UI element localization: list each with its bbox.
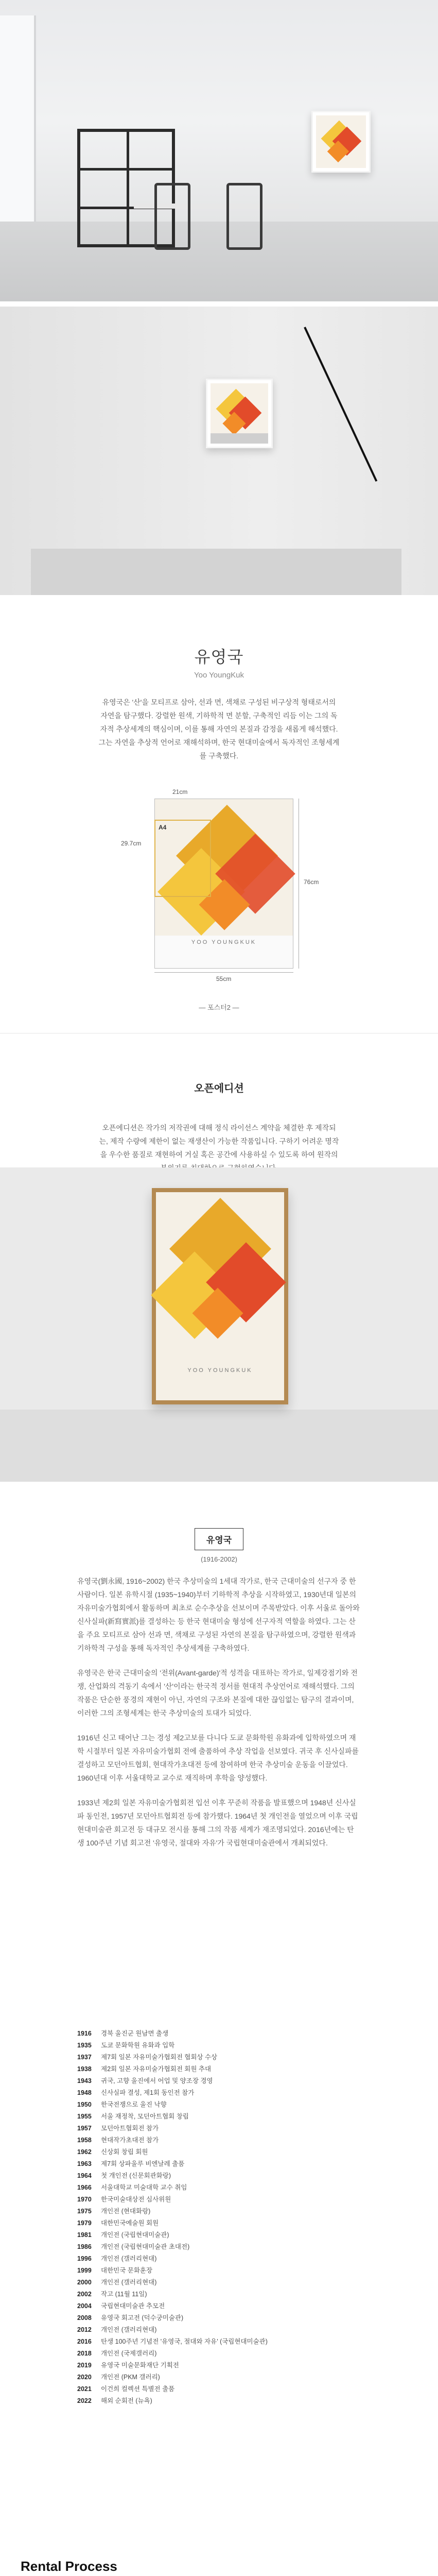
- timeline-row: [77, 2360, 361, 2371]
- timeline-text: 개인전 (국립현대미술관 초대전): [101, 2243, 190, 2250]
- poster-outline: [154, 799, 293, 969]
- timeline-row: [77, 2348, 361, 2360]
- room-wall: [0, 0, 438, 222]
- poster-tag: YOO YOUNGKUK: [191, 939, 257, 945]
- timeline-row: [77, 2300, 361, 2312]
- timeline-row: [77, 2040, 361, 2052]
- timeline-year: 1966: [77, 2184, 92, 2191]
- timeline-year: 1950: [77, 2101, 92, 2108]
- timeline-year: 1958: [77, 2137, 92, 2144]
- timeline-year: 2008: [77, 2314, 92, 2321]
- timeline-text: 제7회 일본 자유미술가협회전 협회상 수상: [101, 2054, 218, 2061]
- timeline-section: [0, 2012, 438, 2528]
- timeline-text: 현대작가초대전 참가: [101, 2137, 159, 2144]
- second-room-scene: [0, 307, 438, 595]
- timeline-text: 대한민국 문화훈장: [101, 2267, 153, 2274]
- rental-title: Rental Process: [21, 2558, 117, 2574]
- timeline-year: 2012: [77, 2326, 92, 2333]
- timeline-text: 개인전 (국립현대미술관): [101, 2231, 169, 2239]
- timeline-row: [77, 2123, 361, 2134]
- timeline-year: 1986: [77, 2243, 92, 2250]
- timeline-row: [77, 2146, 361, 2158]
- hero-room-scene: [0, 0, 438, 301]
- edition-title: 오픈에디션: [194, 1083, 244, 1094]
- timeline-year: 2019: [77, 2362, 92, 2369]
- timeline-row: [77, 2229, 361, 2241]
- timeline-text: 제7회 상파울루 비엔날레 출품: [101, 2160, 185, 2167]
- bio-header: [0, 1482, 438, 1569]
- timeline-text: 제2회 일본 자유미술가협회전 회원 추대: [101, 2065, 212, 2073]
- timeline-row: [77, 2289, 361, 2300]
- dim-outer-height: 76cm: [304, 878, 319, 886]
- timeline-text: 신사실파 결성, 제1회 동인전 참가: [101, 2089, 195, 2096]
- timeline-row: [77, 2075, 361, 2087]
- artist-intro: [0, 683, 438, 760]
- poster-frame-tag: YOO YOUNGKUK: [187, 1367, 253, 1374]
- timeline-year: 1955: [77, 2113, 92, 2120]
- timeline-row: [77, 2206, 361, 2217]
- timeline-text: 개인전 (갤러리현대): [101, 2326, 157, 2333]
- timeline-text: 유영국 미술문화재단 기획전: [101, 2362, 179, 2369]
- timeline-text: 개인전 (현대화랑): [101, 2208, 151, 2215]
- timeline-row: [77, 2277, 361, 2289]
- timeline-row: [77, 2087, 361, 2099]
- timeline-row: [77, 2241, 361, 2253]
- timeline-text: 개인전 (갤러리현대): [101, 2255, 157, 2262]
- room-window: [0, 15, 36, 222]
- artist-intro-text: 유영국은 '산'을 모티프로 삼아, 선과 면, 색채로 구성된 비구상적 형태로서의 자연을 탐구했다. 강렬한 원색, 기하학적 면 분할, 구축적인 리듬 이는 그의 독자적 추상세계의 핵심이며, 이를 통해 자연의 본질과 감정을 새롭게 해석했다. 그는 자연을 추상적 언어로 재해석하며, 한국 현대미술에서 독자적인 조형세계를 구축했다.: [98, 698, 340, 760]
- timeline-year: 2000: [77, 2279, 92, 2286]
- timeline-year: 1943: [77, 2077, 92, 2084]
- room-chair: [154, 183, 190, 250]
- timeline-year: 2022: [77, 2397, 92, 2404]
- a4-label: A4: [159, 824, 167, 831]
- timeline-text: 대한민국예술원 회원: [101, 2219, 159, 2227]
- timeline-text: 유영국 회고전 (덕수궁미술관): [101, 2314, 184, 2321]
- poster-display-scene: [0, 1167, 438, 1482]
- timeline-text: 이건희 컬렉션 특별전 출품: [101, 2385, 175, 2393]
- timeline-year: 2002: [77, 2291, 92, 2298]
- timeline-year: 1979: [77, 2219, 92, 2227]
- timeline-text: 한국전쟁으로 울진 낙향: [101, 2101, 167, 2108]
- timeline-row: [77, 2063, 361, 2075]
- bio-paragraph: 1916년 신고 태어난 그는 경성 제2고보를 다니다 도쿄 문화학원 유화과에 입학하였으며 재학 시절부터 일본 자유미술가협회 전에 출품하여 추상 작업을 선보였다. 귀국 후 신사실파를 결성하고 모던아트협회, 현대작가초대전 등에 참여하며 한국 추상미술 운동을 이끌었다. 1960년대 이후 서울대학교 교수로 재직하며 후학을 양성했다.: [77, 1734, 359, 1782]
- timeline-year: 1996: [77, 2255, 92, 2262]
- artwork-plaque: [211, 433, 268, 444]
- timeline-text: 신상회 창립 회원: [101, 2148, 148, 2156]
- timeline-year: 2021: [77, 2385, 92, 2393]
- timeline-row: [77, 2265, 361, 2277]
- timeline-year: 1937: [77, 2054, 92, 2061]
- edition-body: [0, 1116, 438, 1162]
- timeline-year: 1963: [77, 2160, 92, 2167]
- timeline-text: 서울대학교 미술대학 교수 취임: [101, 2184, 187, 2191]
- timeline-list: [77, 2028, 361, 2407]
- artist-name-en: Yoo YoungKuk: [194, 671, 244, 680]
- timeline-year: 1957: [77, 2125, 92, 2132]
- timeline-row: [77, 2052, 361, 2063]
- room-chair: [226, 183, 262, 250]
- dim-outer-width: 55cm: [216, 975, 232, 982]
- edition-section: [0, 1033, 438, 1116]
- bio-paragraph: 1933년 제2회 일본 자유미술가협회전 입선 이후 꾸준히 작품을 발표했으며 1948년 신사실파 동인전, 1957년 모던아트협회전 등에 참가했다. 1964년 첫 개인전을 열었으며 이후 국립현대미술관 회고전 등 대규모 전시를 통해 그의 작품 세계가 재조명되었다. 2016년에는 탄생 100주년 기념 회고전 '유영국, 절대와 자유'가 국립현대미술관에서 개최되었다.: [77, 1799, 358, 1847]
- poster-frame: [152, 1188, 288, 1404]
- timeline-year: 1962: [77, 2148, 92, 2156]
- timeline-row: [77, 2099, 361, 2111]
- timeline-row: [77, 2324, 361, 2336]
- timeline-year: 1975: [77, 2208, 92, 2215]
- timeline-row: [77, 2371, 361, 2383]
- timeline-text: 해외 순회전 (뉴욕): [101, 2397, 152, 2404]
- timeline-text: 한국미술대상전 심사위원: [101, 2196, 171, 2203]
- timeline-text: 첫 개인전 (신문회관화랑): [101, 2172, 171, 2179]
- timeline-year: 2020: [77, 2374, 92, 2381]
- bio-name: 유영국: [206, 1535, 232, 1545]
- dim-inner-height: 29.7cm: [121, 840, 142, 847]
- size-diagram-section: [0, 760, 438, 1028]
- dim-line-outer-width: [154, 972, 293, 973]
- rental-section: [0, 2528, 438, 2576]
- timeline-row: [77, 2253, 361, 2265]
- artwork-frame: [311, 111, 371, 173]
- timeline-year: 1999: [77, 2267, 92, 2274]
- timeline-text: 개인전 (국제갤러리): [101, 2350, 157, 2357]
- timeline-row: [77, 2158, 361, 2170]
- edition-text: 오픈에디션은 작가의 저작권에 대해 정식 라이선스 계약을 체결한 후 제작되는, 제작 수량에 제한이 없는 재생산이 가능한 작품입니다. 구하기 어려운 명작을 우수한 품질로 재현하여 거실 혹은 공간에 사용하실 수 있도록 하여 원작의: [99, 1124, 339, 1159]
- timeline-year: 2016: [77, 2338, 92, 2345]
- timeline-year: 2004: [77, 2302, 92, 2310]
- timeline-text: 개인전 (PKM 갤러리): [101, 2374, 160, 2381]
- timeline-row: [77, 2170, 361, 2182]
- timeline-year: 1938: [77, 2065, 92, 2073]
- timeline-text: 귀국, 고향 울진에서 어업 및 양조장 경영: [101, 2077, 213, 2084]
- timeline-text: 국립현대미술관 추모전: [101, 2302, 165, 2310]
- timeline-year: 2018: [77, 2350, 92, 2357]
- timeline-row: [77, 2028, 361, 2040]
- timeline-row: [77, 2312, 361, 2324]
- timeline-text: 경북 울진군 원남면 출생: [101, 2030, 169, 2037]
- timeline-text: 탄생 100주년 기념전 '유영국, 절대와 자유' (국립현대미술관): [101, 2338, 268, 2345]
- timeline-row: [77, 2336, 361, 2348]
- timeline-text: 작고 (11월 11일): [101, 2291, 147, 2298]
- room-floor: [0, 222, 438, 301]
- poster-caption: — 포스터2 —: [199, 1004, 239, 1011]
- timeline-row: [77, 2383, 361, 2395]
- timeline-text: 개인전 (갤러리현대): [101, 2279, 157, 2286]
- timeline-year: 1970: [77, 2196, 92, 2203]
- timeline-row: [77, 2395, 361, 2407]
- display-floor: [0, 1410, 438, 1482]
- timeline-row: [77, 2182, 361, 2194]
- timeline-row: [77, 2217, 361, 2229]
- artist-heading-section: [0, 595, 438, 683]
- bio-text-section: [0, 1569, 438, 2012]
- timeline-year: 1981: [77, 2231, 92, 2239]
- bio-paragraph: 유영국(劉永國, 1916~2002) 한국 추상미술의 1세대 작가로, 한국 근대미술의 선구자 중 한 사람이다. 일본 유학시절 (1935~1940)부터 기하학적 추상을 시작하였고, 1930년대 일본의 자유미술가협회에서 활동하며 최초로 순수추상을 선보이며 주목받았다. 이후 서울로 돌아와 신사실파(新寫實派)를 결성하는 등 한국 현대미술 형성에 선구자적 역할을 하였다. 그는 산을 주요 모티프로 삼아 선과 면, 색채로 구성된 자연의 본질을 탐구하였으며, 강렬한 원색과 기하학적 구성을 통해 독자적인 추상세계를 구축하였다.: [77, 1577, 360, 1652]
- bio-years: (1916-2002): [201, 1555, 237, 1563]
- timeline-text: 모던아트협회전 참가: [101, 2125, 159, 2132]
- a4-box: [154, 820, 211, 897]
- timeline-row: [77, 2194, 361, 2206]
- timeline-row: [77, 2134, 361, 2146]
- timeline-year: 1964: [77, 2172, 92, 2179]
- timeline-row: [77, 2111, 361, 2123]
- timeline-text: 도쿄 문화학원 유화과 입학: [101, 2042, 175, 2049]
- timeline-text: 서울 재정착, 모던아트협회 창립: [101, 2113, 189, 2120]
- bio-paragraph: 유영국은 한국 근대미술의 '전위(Avant-garde)'적 성격을 대표하는 작가로, 일제강점기와 전쟁, 산업화의 격동기 속에서 '산'이라는 한국적 정서를 현대적 추상언어로 재해석했다. 그의 작품은 단순한 풍경의 재현이 아닌, 자연의 구조와 본질에 대한 끊임없는 탐구의 결과이며, 이러한 그의 조형세계는 한국 추상미술의 토대가 되었다.: [77, 1669, 358, 1717]
- room-sofa: [31, 549, 401, 595]
- timeline-year: 1948: [77, 2089, 92, 2096]
- bio-name-box: [195, 1528, 243, 1550]
- artwork-frame: [206, 379, 273, 448]
- artist-name: 유영국: [194, 648, 244, 666]
- dim-inner-width: 21cm: [172, 788, 188, 795]
- timeline-year: 1935: [77, 2042, 92, 2049]
- timeline-year: 1916: [77, 2030, 92, 2037]
